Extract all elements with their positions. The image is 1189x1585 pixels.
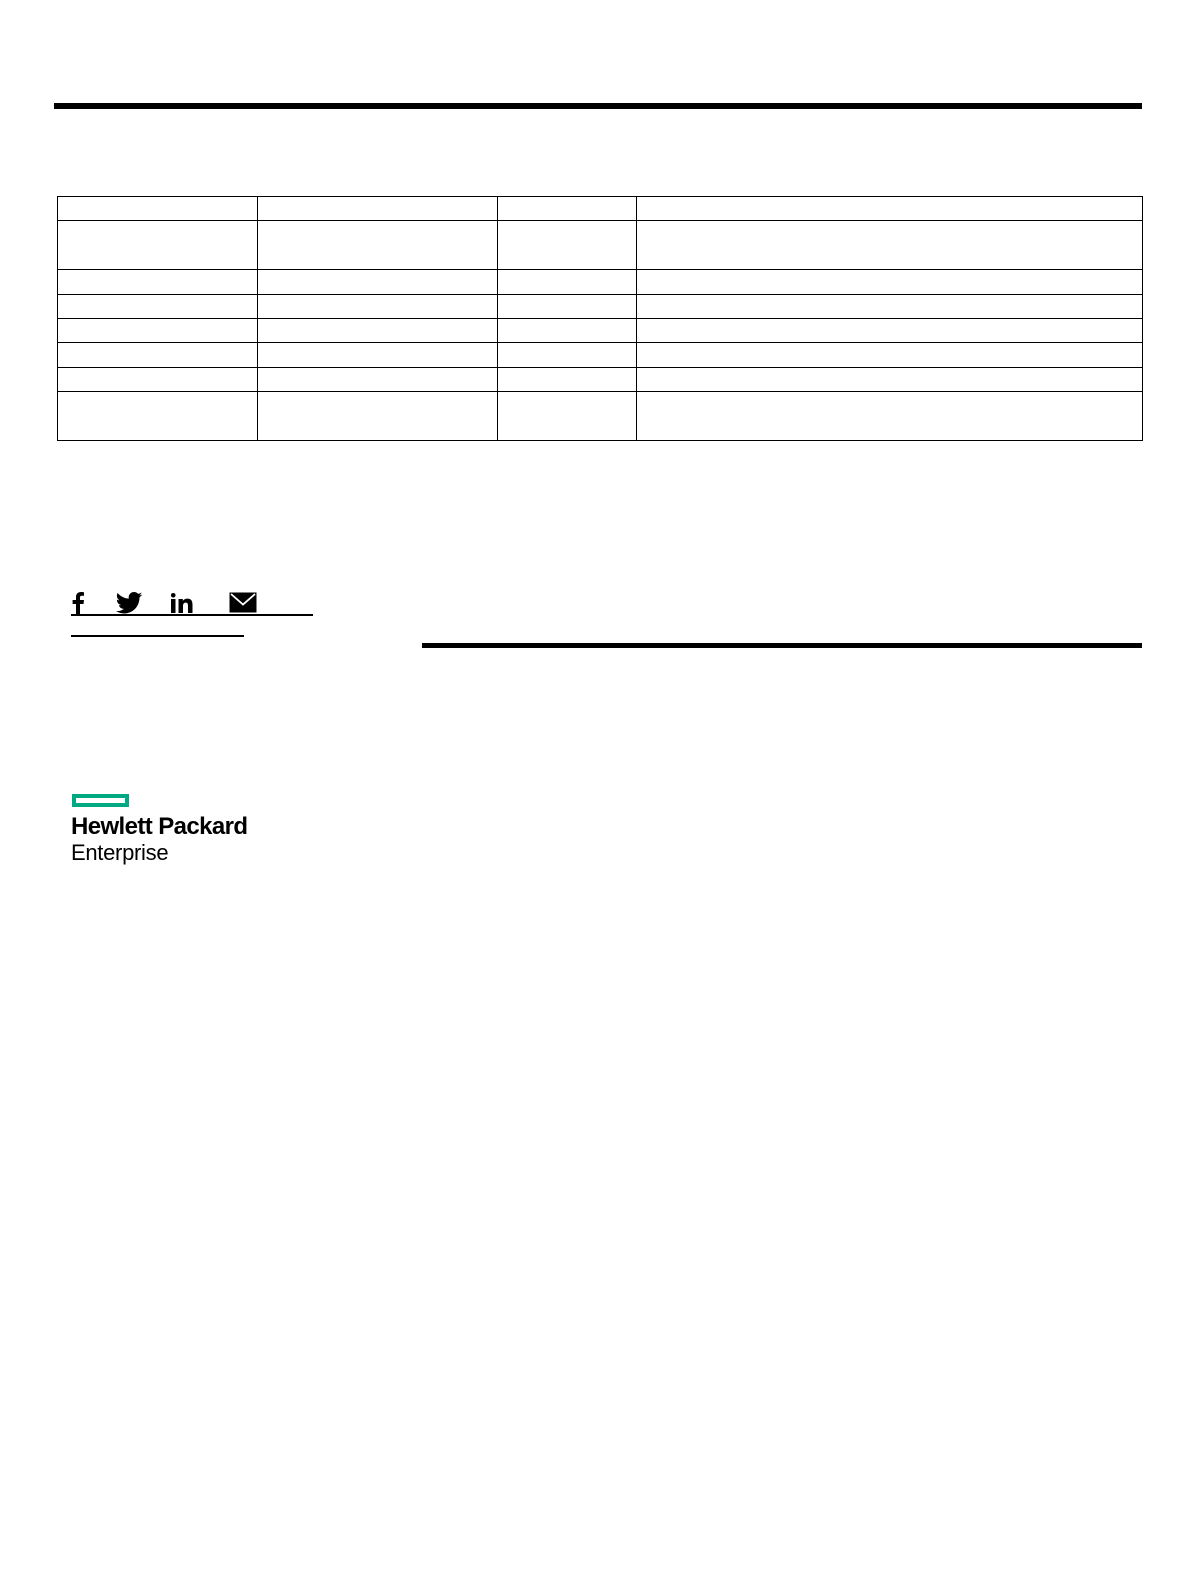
social-underline	[71, 614, 313, 616]
table-row	[58, 270, 1143, 294]
table-cell	[637, 294, 1143, 318]
table-cell	[637, 197, 1143, 221]
link-underline	[71, 635, 244, 637]
table-cell	[258, 221, 498, 270]
table-cell	[498, 392, 637, 441]
table-cell	[58, 294, 258, 318]
table-cell	[258, 294, 498, 318]
table-row	[58, 197, 1143, 221]
table-cell	[498, 367, 637, 391]
table-cell	[637, 270, 1143, 294]
table-row	[58, 392, 1143, 441]
table-cell	[498, 197, 637, 221]
table-cell	[258, 197, 498, 221]
table-cell	[58, 392, 258, 441]
hpe-logo	[71, 794, 271, 874]
table-cell	[498, 343, 637, 367]
logo-line-1: Hewlett Packard	[71, 813, 248, 840]
table-cell	[258, 318, 498, 342]
top-divider	[54, 103, 1142, 109]
table-cell	[58, 221, 258, 270]
table-cell	[58, 343, 258, 367]
table-cell	[258, 270, 498, 294]
table-cell	[258, 392, 498, 441]
table-cell	[637, 392, 1143, 441]
section-divider	[422, 643, 1142, 648]
table-cell	[58, 367, 258, 391]
table-row	[58, 318, 1143, 342]
table-cell	[498, 270, 637, 294]
table-row	[58, 221, 1143, 270]
table-cell	[498, 221, 637, 270]
table-cell	[58, 197, 258, 221]
hpe-logo-element	[72, 794, 129, 807]
table-cell	[637, 318, 1143, 342]
table-cell	[58, 270, 258, 294]
table-cell	[637, 343, 1143, 367]
table-cell	[498, 318, 637, 342]
table-cell	[58, 318, 258, 342]
spec-table	[57, 196, 1143, 441]
table-row	[58, 367, 1143, 391]
logo-line-2: Enterprise	[71, 840, 169, 865]
table-cell	[258, 343, 498, 367]
table-cell	[498, 294, 637, 318]
table-row	[58, 343, 1143, 367]
table-cell	[637, 221, 1143, 270]
table-row	[58, 294, 1143, 318]
table-cell	[258, 367, 498, 391]
table-cell	[637, 367, 1143, 391]
